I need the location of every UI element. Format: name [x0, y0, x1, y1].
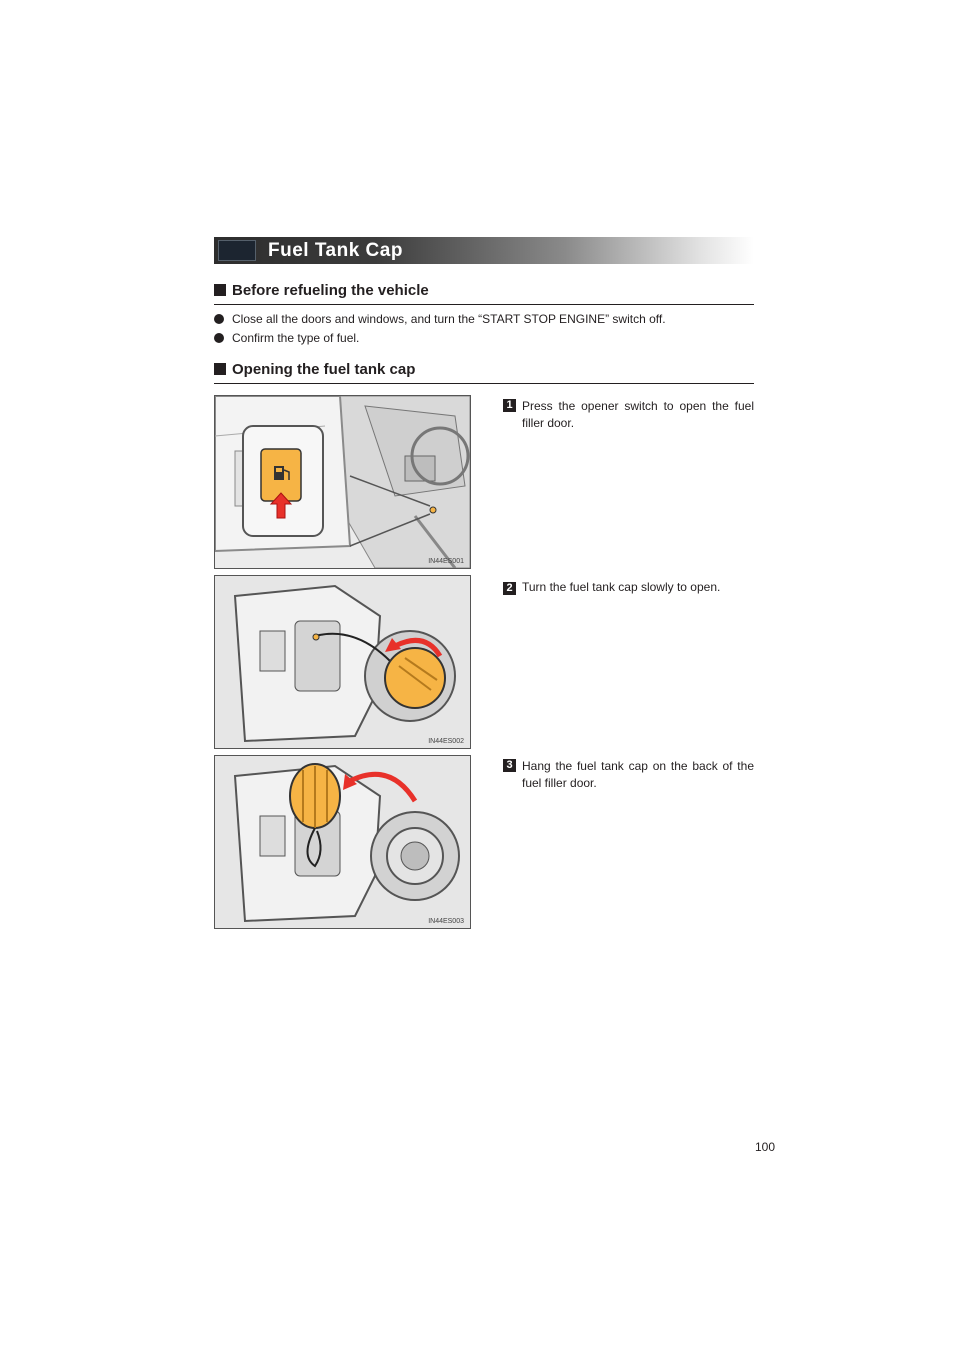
section-heading-opening-cap: Opening the fuel tank cap: [214, 360, 754, 384]
step-number-2: 2: [503, 582, 516, 595]
page-title: Fuel Tank Cap: [268, 240, 403, 261]
step-text-2: Turn the fuel tank cap slowly to open.: [522, 580, 721, 594]
figure-code: IN44ES003: [428, 918, 464, 925]
square-bullet-icon: [214, 284, 226, 296]
section-heading-before-refueling: Before refueling the vehicle: [214, 281, 754, 305]
step-number-1: 1: [503, 399, 516, 412]
figure-turn-cap: [214, 575, 471, 749]
figure-code: IN44ES001: [428, 558, 464, 565]
bullet-dot-icon: [214, 333, 224, 343]
step-number-3: 3: [503, 759, 516, 772]
figure-hang-cap: [214, 755, 471, 929]
bullet-item: Confirm the type of fuel.: [214, 330, 359, 346]
step-text-1: Press the opener switch to open the fuel filler door.: [522, 399, 754, 430]
dashboard-illustration: [215, 396, 470, 568]
title-icon-block: [218, 240, 256, 261]
step-text-3: Hang the fuel tank cap on the back of the fuel filler door.: [522, 759, 754, 790]
fuel-cap-turn-illustration: [215, 576, 470, 748]
fuel-cap-hang-illustration: [215, 756, 470, 928]
bullet-dot-icon: [214, 314, 224, 324]
square-bullet-icon: [214, 363, 226, 375]
figure-code: IN44ES002: [428, 738, 464, 745]
page-number: 100: [755, 1140, 776, 1154]
bullet-item: Close all the doors and windows, and turn the “START STOP ENGINE” switch off.: [214, 311, 666, 327]
figure-opener-switch: [214, 395, 471, 569]
